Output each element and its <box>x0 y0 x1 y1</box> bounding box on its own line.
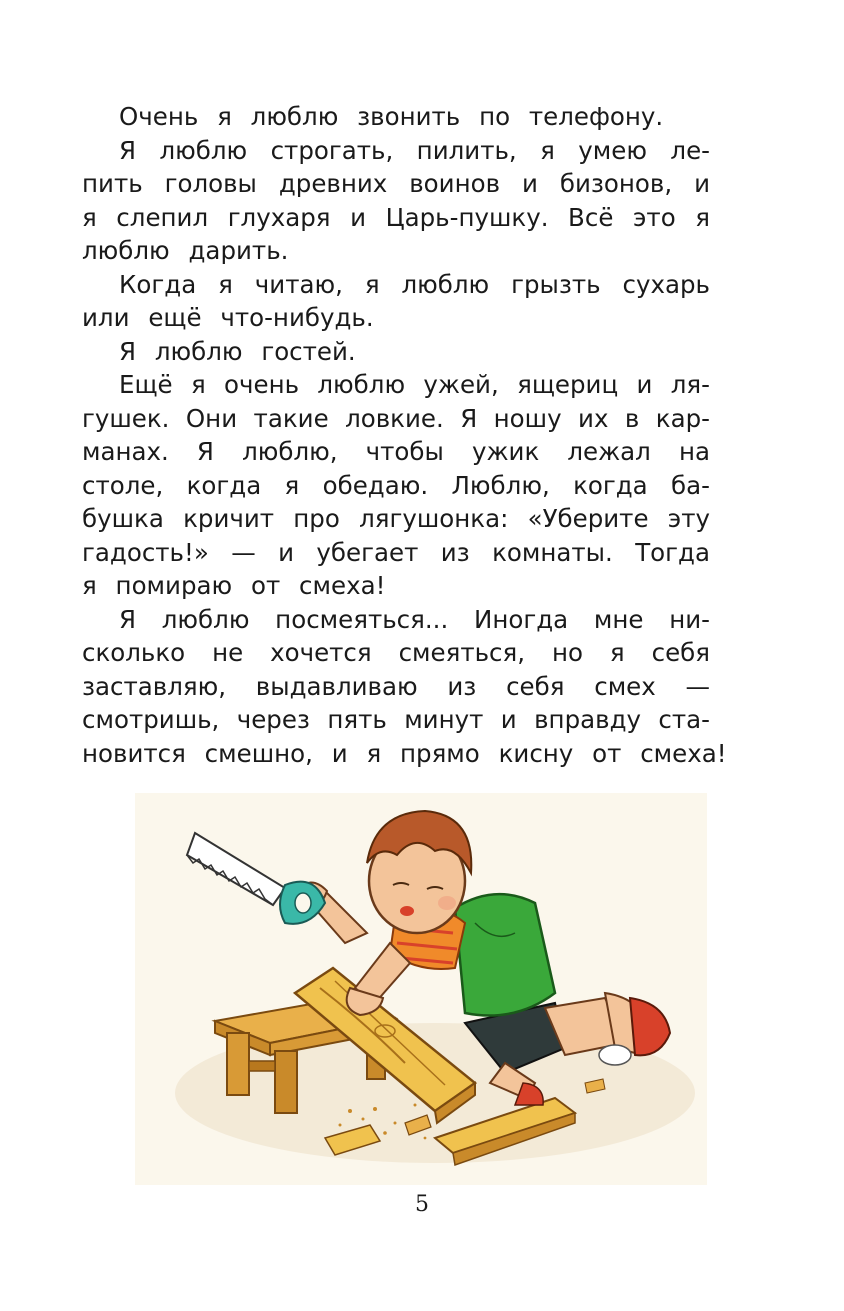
story-text <box>82 100 727 770</box>
text-line: гадость!» — и убегает из комнаты. Тогда <box>82 537 710 567</box>
text-line: Я люблю гостей. <box>119 336 356 366</box>
text-line: Я люблю строгать, пилить, я умею ле- <box>119 135 710 165</box>
text-line: столе, когда я обедаю. Люблю, когда ба- <box>82 470 710 500</box>
text-line: люблю дарить. <box>82 236 289 265</box>
page-number: 5 <box>415 1192 429 1217</box>
illustration-svg <box>135 793 707 1185</box>
text-line: заставляю, выдавливаю из себя смех — <box>82 671 710 701</box>
text-line: Я люблю посмеяться... Иногда мне ни- <box>119 604 710 634</box>
text-line: пить головы древних воинов и бизонов, и <box>82 169 710 198</box>
text-line: сколько не хочется смеяться, но я себя <box>82 638 710 667</box>
text-line: Ещё я очень люблю ужей, ящериц и ля- <box>119 370 710 399</box>
text-line: смотришь, через пять минут и вправду ста- <box>82 705 710 734</box>
text-line: я помираю от смеха! <box>82 571 386 600</box>
text-line: Когда я читаю, я люблю грызть сухарь <box>119 269 710 299</box>
text-line: бушка кричит про лягушонка: «Уберите эту <box>82 504 710 533</box>
text-line: гушек. Они такие ловкие. Я ношу их в кар- <box>82 403 710 433</box>
text-line: или ещё что-нибудь. <box>82 303 374 332</box>
text-line: новится смешно, и я прямо кисну от смеха! <box>82 738 727 768</box>
text-line: я слепил глухаря и Царь-пушку. Всё это я <box>82 202 710 232</box>
text-line: Очень я люблю звонить по телефону. <box>119 102 664 131</box>
boy-sawing-wood-illustration <box>135 793 707 1185</box>
text-line: манах. Я люблю, чтобы ужик лежал на <box>82 437 710 466</box>
